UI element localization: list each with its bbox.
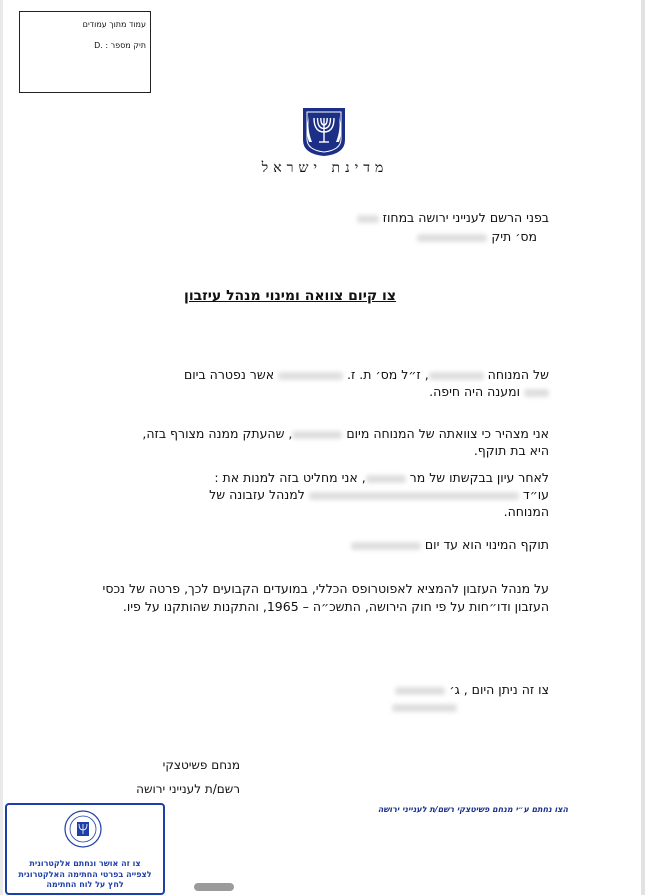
para-text: של המנוחה — [487, 367, 549, 382]
registrar-text: בפני הרשם לענייני ירושה במחוז — [382, 210, 549, 225]
esign-text — [11, 859, 159, 891]
redaction — [351, 542, 421, 550]
state-name: מדינת ישראל — [261, 160, 389, 176]
paragraph-administrator-duties: על מנהל העזבון להמציא לאפוטרופס הכללי, במועדים הקבועים לכך, פרטה של נכסי העזבון ודו״חות על פי חוק הירושה, התשכ״ה – 1965, והתקנות שהותקנו על פיו. — [102, 581, 549, 614]
redaction — [395, 687, 445, 695]
para-text: היא בת תוקף. — [473, 443, 549, 458]
menorah-emblem — [299, 106, 349, 158]
para-text: , שהעתק ממנה מצורף בזה, — [142, 426, 293, 441]
registrar-line — [357, 210, 549, 225]
para-text: , אני מחליט בזה למנות את : — [214, 470, 366, 485]
redaction — [292, 431, 342, 439]
redaction — [524, 389, 549, 397]
scroll-handle[interactable] — [194, 883, 234, 891]
signer-role: רשם/ת לענייני ירושה — [136, 782, 240, 796]
para-text: אשר נפטרה ביום — [183, 367, 275, 382]
paragraph-issued — [99, 681, 549, 715]
paragraph-validity — [99, 536, 549, 553]
para-text: למנהל עזבונה של — [209, 487, 305, 502]
para-text: עו״ד — [522, 487, 549, 502]
para-text: צו זה ניתן היום , ג׳ — [449, 682, 549, 697]
electronic-signature-box[interactable] — [5, 803, 165, 895]
esign-line-click: לחץ על לוח החתימה — [46, 880, 124, 889]
redaction — [309, 492, 519, 500]
para-text: אני מצהיר כי צוואתה של המנוחה מיום — [346, 426, 549, 441]
redaction — [366, 475, 406, 483]
signer-name: מנחם פשיטצקי — [162, 758, 240, 772]
para-text: המנוחה. — [503, 504, 549, 519]
paragraph-deceased — [99, 366, 549, 400]
para-text: , ז״ל מס׳ ת. ז. — [347, 367, 429, 382]
page-right-edge — [641, 0, 645, 895]
paragraph-will — [99, 425, 549, 459]
para-text: ומענה היה חיפה. — [429, 384, 521, 399]
court-seal-icon — [63, 809, 103, 849]
signed-by-note: הצו נחתם ע״י מנחם פשיטצקי רשם/ת לענייני ירושה — [377, 805, 568, 814]
redaction — [417, 234, 487, 242]
redaction — [278, 372, 343, 380]
document-title: צו קיום צוואה ומינוי מנהל עיזבון — [184, 288, 396, 304]
file-number-line — [417, 229, 537, 244]
para-text: לאחר עיון בבקשתו של מר — [409, 470, 549, 485]
redaction — [392, 704, 457, 712]
esign-line-view: לצפייה בפרטי החתימה האלקטרונית — [18, 869, 152, 879]
paragraph-appointment — [99, 469, 549, 520]
file-info-box — [19, 11, 151, 93]
file-number-text: תיק מספר : .D — [94, 41, 146, 50]
esign-line-approved: צו זה אושר ונחתם אלקטרונית — [29, 859, 141, 868]
page-count-text: עמוד מתוך עמודים — [82, 20, 146, 29]
file-number-label: מס׳ תיק — [491, 229, 537, 244]
redaction — [429, 372, 484, 380]
page-left-edge — [0, 0, 3, 895]
para-text: תוקף המינוי הוא עד יום — [424, 537, 549, 552]
redaction — [357, 215, 379, 223]
